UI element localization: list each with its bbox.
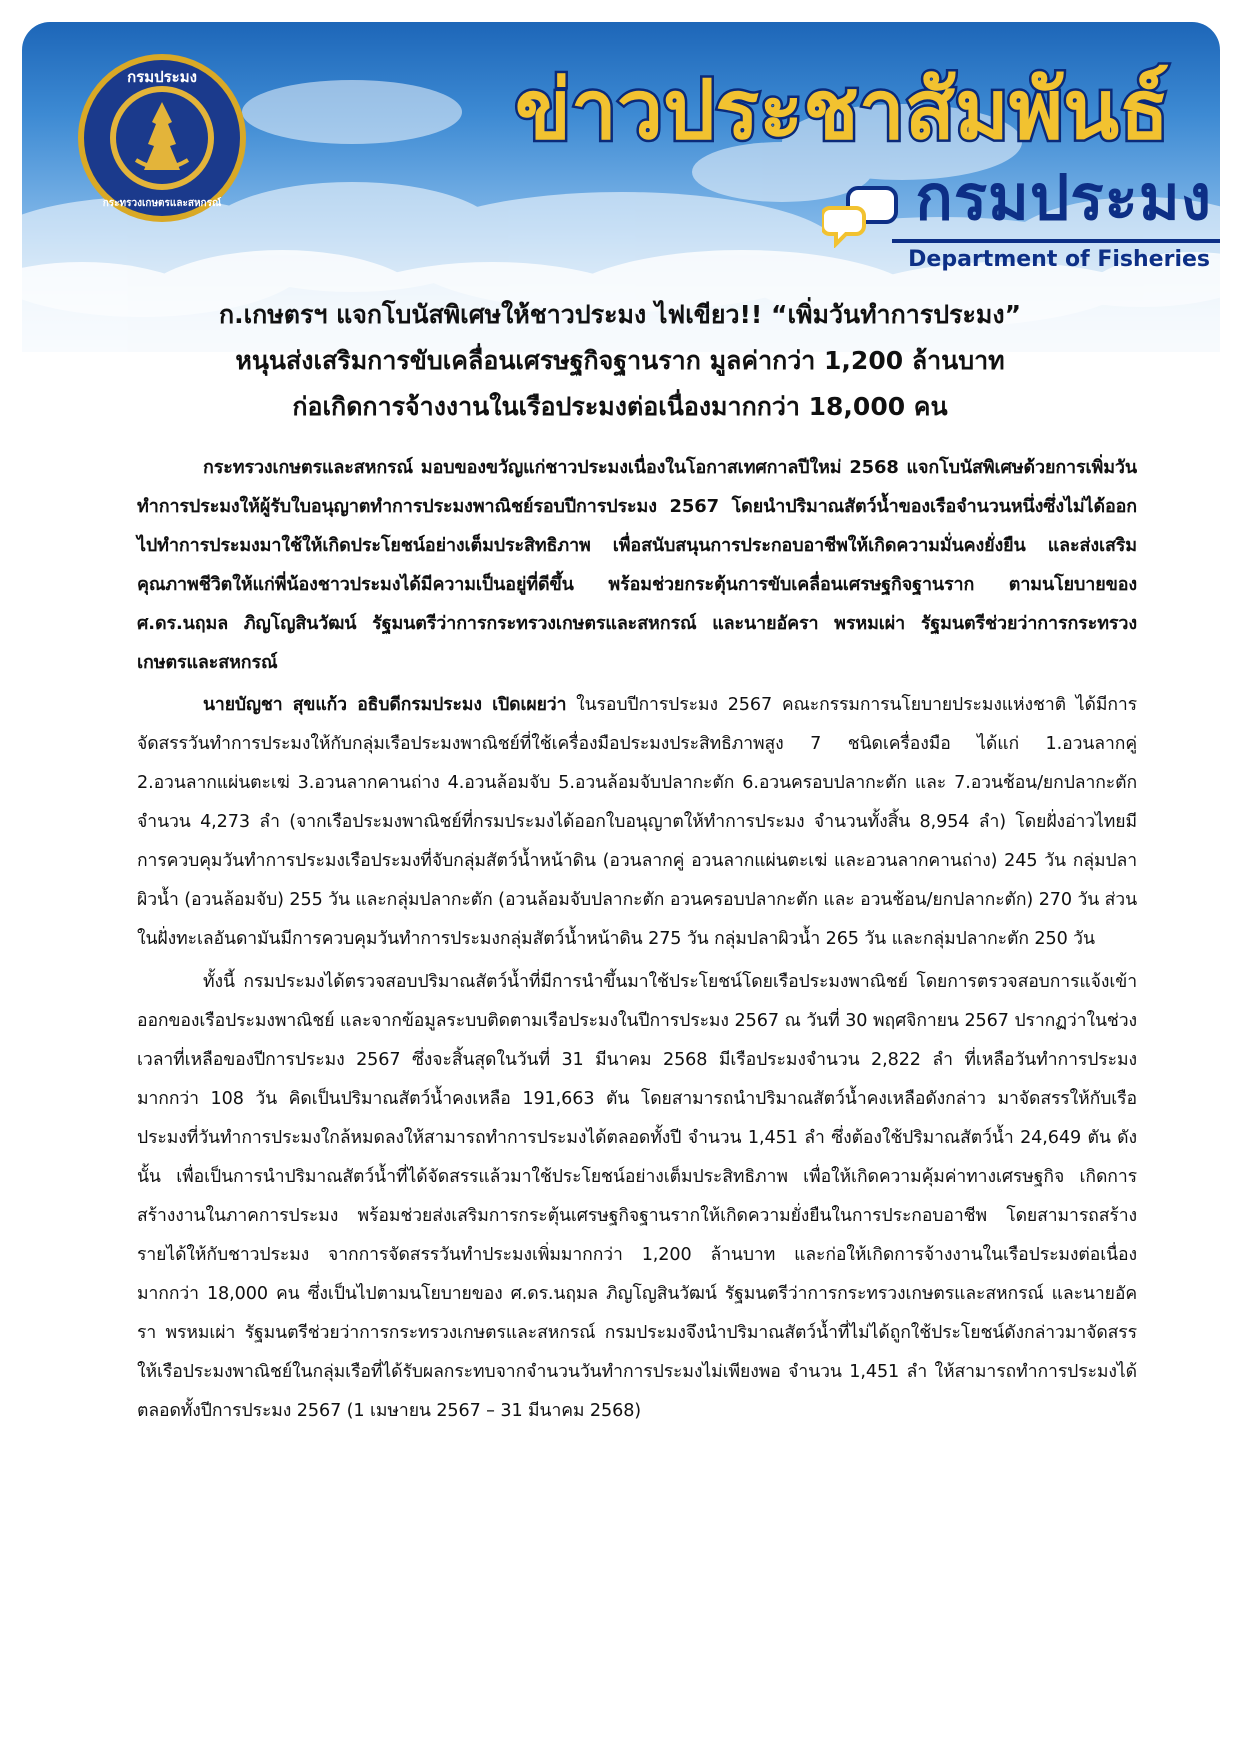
title-line-3: ก่อเกิดการจ้างงานในเรือประมงต่อเนื่องมากกว่า 18,000 คน [292, 392, 948, 421]
seal-bottom-text: กระทรวงเกษตรและสหกรณ์ [102, 198, 222, 209]
title-line-1: ก.เกษตรฯ แจกโบนัสพิเศษให้ชาวประมง ไฟเขียว!! “เพิ่มวันทำการประมง” [218, 300, 1022, 329]
title-line-2: หนุนส่งเสริมการขับเคลื่อนเศรษฐกิจฐานราก มูลค่ากว่า 1,200 ล้านบาท [235, 346, 1005, 375]
brand-english-name: Department of Fisheries [908, 247, 1210, 272]
headline-graphic [462, 38, 1220, 168]
seal-top-text: กรมประมง [127, 68, 197, 86]
news-title [60, 292, 1180, 430]
news-body [137, 448, 1137, 1431]
brand-block [832, 161, 1220, 277]
paragraph-3: ทั้งนี้ กรมประมงได้ตรวจสอบปริมาณสัตว์น้ำที่มีการนำขึ้นมาใช้ประโยชน์โดยเรือประมงพาณิชย์ โดยการตรวจสอบการแจ้งเข้าออกของเรือประมงพาณิชย์ และจากข้อมูลระบบติดตามเรือประมงในปีการประมง 2567 ณ วันที่ 30 พฤศจิกายน 2567 ปรากฏว่าในช่วงเวลาที่เหลือของปีการประมง 2567 ซึ่งจะสิ้นสุดในวันที่ 31 มีนาคม 2568 มีเรือประมงจำนวน 2,822 ลำ ที่เหลือวันทำการประมงมากกว่า 108 วัน คิดเป็นปริมาณสัตว์น้ำคงเหลือ 191,663 ตัน โดยสามารถนำปริมาณสัตว์น้ำคงเหลือดังกล่าว มาจัดสรรให้กับเรือประมงที่วันทำการประมงใกล้หมดลงให้สามารถทำการประมงได้ตลอดทั้งปี จำนวน 1,451 ลำ ซึ่งต้องใช้ปริมาณสัตว์น้ำ 24,649 ตัน ดังนั้น เพื่อเป็นการนำปริมาณสัตว์น้ำที่ได้จัดสรรแล้วมาใช้ประโยชน์อย่างเต็มประสิทธิภาพ เพื่อให้เกิดความคุ้มค่าทางเศรษฐกิจ เกิดการสร้างงานในภาคการประมง พร้อมช่วยส่งเสริมการกระตุ้นเศรษฐกิจฐานรากให้เกิดความยั่งยืนในการประกอบอาชีพ โดยสามารถสร้างรายได้ให้กับชาวประมง จากการจัดสรรวันทำประมงเพิ่มมากกว่า 1,200 ล้านบาท และก่อให้เกิดการจ้างงานในเรือประมงต่อเนื่องมากกว่า 18,000 คน ซึ่งเป็นไปตามนโยบายของ ศ.ดร.นฤมล ภิญโญสินวัฒน์ รัฐมนตรีว่าการกระทรวงเกษตรและสหกรณ์ และนายอัครา พรหมเผ่า รัฐมนตรีช่วยว่าการกระทรวงเกษตรและสหกรณ์ กรมประมงจึงนำปริมาณสัตว์น้ำที่ไม่ได้ถูกใช้ประโยชน์ดังกล่าวมาจัดสรรให้เรือประมงพาณิชย์ในกลุ่มเรือที่ได้รับผลกระทบจากจำนวนวันทำการประมงไม่เพียงพอ จำนวน 1,451 ลำ ให้สามารถทำการประมงได้ตลอดทั้งปีการประมง 2567 (1 เมษายน 2567 – 31 มีนาคม 2568) [137, 972, 1137, 1421]
brand-thai-name: กรมประมง [915, 161, 1212, 234]
paragraph-2 [137, 686, 1137, 959]
headline-text: ข่าวประชาสัมพันธ์ [514, 63, 1170, 158]
brand-divider [892, 239, 1220, 243]
paragraph-2-text: ในรอบปีการประมง 2567 คณะกรรมการนโยบายประมงแห่งชาติ ได้มีการจัดสรรวันทำการประมงให้กับกลุ่มเรือประมงพาณิชย์ที่ใช้เครื่องมือประมงประสิทธิภาพสูง 7 ชนิดเครื่องมือ ได้แก่ 1.อวนลากคู่ 2.อวนลากแผ่นตะเฆ่ 3.อวนลากคานถ่าง 4.อวนล้อมจับ 5.อวนล้อมจับปลากะตัก 6.อวนครอบปลากะตัก และ 7.อวนช้อน/ยกปลากะตัก จำนวน 4,273 ลำ (จากเรือประมงพาณิชย์ที่กรมประมงได้ออกใบอนุญาตให้ทำการประมง จำนวนทั้งสิ้น 8,954 ลำ) โดยฝั่งอ่าวไทยมีการควบคุมวันทำการประมงเรือประมงที่จับกลุ่มสัตว์น้ำหน้าดิน (อวนลากคู่ อวนลากแผ่นตะเฆ่ และอวนลากคานถ่าง) 245 วัน กลุ่มปลาผิวน้ำ (อวนล้อมจับ) 255 วัน และกลุ่มปลากะตัก (อวนล้อมจับปลากะตัก อวนครอบปลากะตัก และ อวนช้อน/ยกปลากะตัก) 270 วัน ส่วนในฝั่งทะเลอันดามันมีการควบคุมวันทำการประมงกลุ่มสัตว์น้ำหน้าดิน 275 วัน กลุ่มปลาผิวน้ำ 265 วัน และกลุ่มปลากะตัก 250 วัน [137, 695, 1138, 949]
lead-paragraph: กระทรวงเกษตรและสหกรณ์ มอบของขวัญแก่ชาวประมงเนื่องในโอกาสเทศกาลปีใหม่ 2568 แจกโบนัสพิเศษด้วยการเพิ่มวันทำการประมงให้ผู้รับใบอนุญาตทำการประมงพาณิชย์รอบปีการประมง 2567 โดยนำปริมาณสัตว์น้ำของเรือจำนวนหนึ่งซึ่งไม่ได้ออกไปทำการประมงมาใช้ให้เกิดประโยชน์อย่างเต็มประสิทธิภาพ เพื่อสนับสนุนการประกอบอาชีพให้เกิดความมั่นคงยั่งยืน และส่งเสริมคุณภาพชีวิตให้แก่พี่น้องชาวประมงได้มีความเป็นอยู่ที่ดีขึ้น พร้อมช่วยกระตุ้นการขับเคลื่อนเศรษฐกิจฐานราก ตามนโยบายของ ศ.ดร.นฤมล ภิญโญสินวัฒน์ รัฐมนตรีว่าการกระทรวงเกษตรและสหกรณ์ และนายอัครา พรหมเผ่า รัฐมนตรีช่วยว่าการกระทรวงเกษตรและสหกรณ์ [137, 457, 1137, 673]
department-seal-logo [76, 52, 248, 224]
paragraph-2-speaker: นายบัญชา สุขแก้ว อธิบดีกรมประมง เปิดเผยว่า [203, 695, 567, 715]
